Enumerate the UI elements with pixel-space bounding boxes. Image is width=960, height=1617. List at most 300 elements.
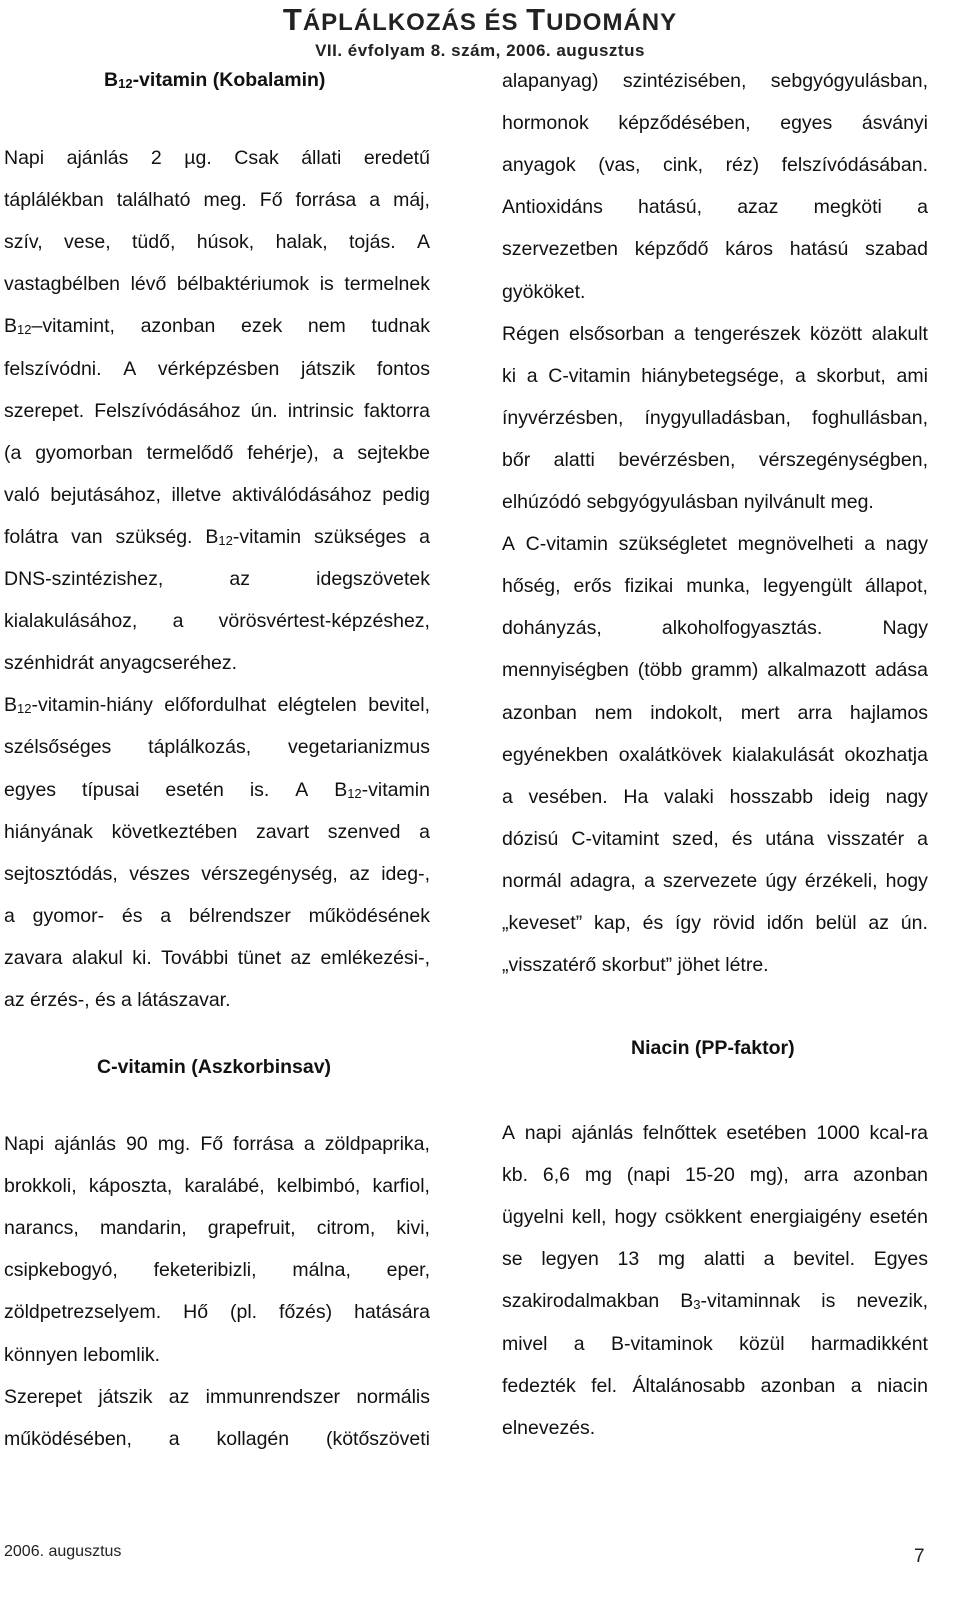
word: szív, [4,231,43,254]
word: és [642,912,664,934]
word: tüdő, [132,231,176,254]
word: sejtekbe [357,441,430,464]
word: skorbut, [816,364,886,387]
word: hatására [354,1301,430,1324]
c-vitamin-text-line [502,785,928,809]
word: káposzta, [88,1175,173,1198]
c-vitamin-text-line [502,69,928,93]
word: alapanyag) [502,70,599,92]
word: niacin [876,1374,928,1397]
word: arra [803,1164,839,1187]
b12-text-line [4,904,430,928]
word: Egyes [873,1248,928,1271]
word: érzékeli, [804,869,878,892]
c-vitamin-text-line [502,616,928,640]
word: működésének [308,904,430,927]
word: A [502,533,516,556]
word: harmadikként [810,1332,928,1355]
word: ki [502,364,517,387]
word: káros [725,238,773,261]
c-vitamin-text-line [4,1132,430,1156]
word: $B_{12}$-vitamin [205,525,302,548]
journal-issue: VII. évfolyam 8. szám, 2006. augusztus [315,41,645,60]
word: DNS-szintézishez, [4,568,164,590]
word: Régen [502,322,560,345]
word: „visszatérő skorbut” jöhet létre. [502,954,769,977]
word: $B_{12}$-vitamin [334,778,430,801]
word: pedig [382,483,430,506]
word: Nagy [882,617,928,640]
b12-text-line [4,609,430,633]
word: a [419,820,430,843]
word: elsősorban [568,322,665,345]
word: mandarin, [99,1217,187,1240]
word: visszatér [827,827,905,850]
word: szenved [327,820,401,843]
word: meg. [203,189,247,212]
word: arra [797,701,833,724]
word: mennyiségben [502,659,629,682]
word: az [290,946,312,969]
word: működésében, [4,1427,132,1450]
word: a [4,904,15,927]
word: foghullásban, [811,406,928,429]
word: 6,6 [542,1164,570,1187]
word: réz) [725,154,760,177]
word: adagra, [569,869,636,892]
word: munka, [686,575,751,598]
word: kollagén [216,1427,290,1450]
c-vitamin-text-line [502,406,928,430]
word: a [763,1248,775,1271]
b12-text-line [4,357,430,381]
word: narancs, [4,1217,79,1240]
c-vitamin-text-line [502,911,928,935]
word: oxalátkövek [618,743,722,766]
word: ideig [828,785,870,808]
word: csökkent [664,1206,742,1229]
word: További [161,946,229,969]
word: fedezték [502,1374,576,1397]
word: Ha [623,785,649,808]
word: bejutásához, [50,483,161,506]
word: A [295,778,309,801]
word: nagy [885,533,928,556]
word: játszik [301,357,356,380]
word: indokolt, [650,701,723,724]
word: normál [502,869,562,892]
word: ásványi [861,112,928,135]
word: (pl. [230,1301,258,1324]
b12-text-line [4,567,430,591]
word: C-vitamint [571,827,660,850]
word: is. [249,778,270,801]
word: Napi [4,1133,45,1155]
b12-text-line [4,441,430,465]
word: forrása [295,189,357,212]
c-vitamin-text-line [502,490,928,514]
word: szükség. [115,525,193,548]
word: hosszabb [729,785,814,808]
word: a [864,533,876,556]
word: húsok, [196,231,255,254]
word: máj, [393,189,430,212]
word: $B_{12}-vitamin$-hiány [4,694,153,717]
word: valaki [664,785,714,808]
word: forrása [233,1133,294,1155]
niacin-heading: Niacin (PP-faktor) [631,1037,795,1059]
word: faktorra [363,399,430,422]
word: gyököket. [502,280,586,303]
word: 13 [617,1248,640,1271]
word: cink, [662,154,704,177]
word: egyes [780,112,833,135]
word: kcal-ra [869,1122,928,1144]
word: a [168,1427,180,1450]
b12-text-line [4,778,430,802]
word: van [71,525,103,548]
journal-title: TÁPLÁLKOZÁS ÉS TUDOMÁNY [282,2,678,37]
c-vitamin-text-line [502,658,928,682]
word: ajánlás [66,147,129,169]
word: is [821,1290,836,1313]
word: a [526,364,538,387]
word: normális [356,1385,430,1408]
word: ideg-, [381,862,430,885]
word: egyénekben [502,743,609,766]
word: alakult [871,322,928,345]
word: utána [765,827,815,850]
c-vitamin-text-line [502,574,928,598]
word: kialakulását [732,743,835,766]
word: alatti [553,448,595,471]
word: hiánybetegsége, [641,364,785,387]
word: esetén [165,778,224,801]
word: úgy [765,869,797,892]
word: alkoholfogyasztás. [661,617,823,640]
word: az [229,568,251,590]
word: a [419,525,430,548]
word: ínyvérzésben, [502,406,624,429]
c-vitamin-text-line [502,827,928,851]
word: hajlamos [849,701,928,724]
word: tojás. [349,231,396,254]
word: ún. [900,912,928,934]
word: szintézisében, [622,70,747,92]
b12-text-line [4,230,430,254]
word: játszik [98,1385,153,1408]
c-vitamin-text-line [502,701,928,725]
b12-text-line [4,820,430,844]
word: a [369,189,381,212]
word: karfiol, [372,1175,430,1198]
word: bélbaktériumok [176,273,310,296]
word: is [319,273,334,296]
word: kap, [593,912,631,934]
word: a [160,904,172,927]
word: Általánosabb [632,1374,746,1397]
word: az [349,862,370,885]
word: azaz [737,196,779,219]
word: okozhatja [844,743,928,766]
word: lévő [130,273,167,296]
word: ügyelni [502,1206,564,1229]
word: se [502,1248,523,1271]
word: zavara [4,946,63,969]
word: belül [815,912,857,934]
b12-text-line [4,525,430,549]
c-vitamin-text-line [4,1258,430,1282]
word: vérszegénység, [201,862,338,885]
word: esetében [726,1122,807,1144]
c-vitamin-text-line [502,111,928,135]
word: azonban [853,1164,928,1187]
word: hőség, [502,575,561,598]
c-vitamin-text-line [502,448,928,472]
c-vitamin-text-line [4,1343,430,1367]
word: C-vitamin [548,364,631,387]
word: és [121,904,143,927]
word: termelődő [146,441,234,464]
word: tudnak [371,315,430,338]
word: szélsőséges [4,736,112,759]
word: „keveset” [502,912,583,934]
word: típusai [81,778,140,801]
word: halak, [275,231,328,254]
word: tünet [237,946,282,969]
word: aktiválódásához [231,483,372,506]
word: egyes [4,778,57,801]
word: a [917,196,928,219]
c-vitamin-text-line [502,237,928,261]
word: kelbimbó, [276,1175,361,1198]
word: 2 [150,147,162,169]
word: dózisú [502,827,559,850]
word: állapot, [865,575,928,598]
word: hatású [789,238,849,261]
word: vészes [129,862,190,885]
word: 90 [126,1133,148,1155]
word: kialakulásához, [4,610,138,633]
word: szükséges [314,525,407,548]
footer-date: 2006. augusztus [4,1543,122,1560]
word: könnyen lebomlik. [4,1343,161,1366]
word: hiányának [4,820,93,843]
word: ami [896,364,928,387]
word: A [502,1122,516,1144]
niacin-text-line [502,1416,928,1440]
c-vitamin-text-line [4,1427,430,1451]
niacin-text-line [502,1247,928,1271]
word: mg [657,1248,686,1271]
word: azonban [140,315,216,338]
word: a [573,1332,585,1355]
word: ezek [241,315,283,338]
word: az érzés-, és a látászavar. [4,989,231,1011]
word: $B_3$-vitaminnak [680,1290,801,1313]
b12-text-line [4,988,430,1012]
word: felszívódásában. [781,154,928,177]
word: (kötőszöveti [325,1427,430,1450]
word: képződő [634,238,709,261]
word: elhúzódó sebgyógyulásban nyilvánult meg. [502,491,874,513]
b12-text-line [4,693,430,717]
word: időn [766,912,804,934]
word: a [673,322,685,345]
word: nem [594,701,633,724]
word: erős [573,575,612,598]
word: való [4,483,40,506]
word: vörösvértest-képzéshez, [218,610,430,633]
b12-text-line [4,188,430,212]
c-vitamin-text-line [4,1300,430,1324]
word: karalábé, [184,1175,265,1198]
b12-text-line [4,862,430,886]
word: dohányzás, [502,617,602,640]
word: következtében [111,820,238,843]
word: a [502,785,513,808]
word: az [168,1385,190,1408]
word: fizikai [624,575,674,598]
word: A [123,357,137,380]
word: a [303,1133,315,1155]
word: grapefruit, [207,1217,296,1240]
word: kell, [571,1206,607,1229]
word: bevitel. [793,1248,856,1271]
word: legyen [541,1248,599,1271]
niacin-text-line [502,1332,928,1356]
word: (napi [626,1164,671,1187]
word: bevitel, [368,694,430,717]
word: található [116,189,191,212]
word: tengerészek [694,322,801,345]
word: vérképzésben [157,357,280,380]
word: sejtosztódás, [4,862,118,885]
word: és [731,827,753,850]
word: elégtelen [277,694,357,717]
word: a [850,1374,862,1397]
word: szükségletet [618,533,727,556]
word: rövid [712,912,756,934]
word: immunrendszer [205,1385,341,1408]
word: felszívódni. [4,357,102,380]
b12-text-line [4,735,430,759]
c-vitamin-text-line [4,1216,430,1240]
word: idegszövetek [316,568,430,590]
word: megnövelheti [737,533,854,556]
word: gyomorban [35,441,133,464]
word: szerepet. [4,399,85,422]
word: energiaigény [749,1206,862,1229]
word: szervezete [662,869,758,892]
word: C-vitamin [525,533,608,556]
word: bélrendszer [188,904,291,927]
word: megköti [813,196,882,219]
word: nem [307,315,346,338]
niacin-text-line [502,1121,928,1145]
word: a [172,610,184,633]
c-vitamin-text-line [502,280,928,304]
word: mg), [749,1164,789,1187]
word: bevérzésben, [618,448,736,471]
word: vese, [64,231,111,254]
word: adása [874,659,928,682]
word: csipkebogyó, [4,1259,118,1282]
word: szed, [672,827,719,850]
b12-text-line [4,146,430,170]
word: között [810,322,863,345]
word: hogy [885,869,928,892]
word: termelnek [344,273,430,296]
c-vitamin-text-line [502,195,928,219]
word: azonban [502,701,577,724]
word: hogy [614,1206,657,1229]
c-vitamin-text-line [502,953,928,977]
word: a [794,364,806,387]
word: szabad [865,238,928,261]
word: zavart [256,820,310,843]
word: alkalmazott [767,659,866,682]
word: ajánlás [571,1122,634,1144]
word: a [917,827,928,850]
c-vitamin-text-line [502,322,928,346]
word: mert [740,701,780,724]
word: kb. [502,1164,529,1187]
word: táplálékban [4,189,104,212]
word: ún. [250,399,278,422]
word: kivi, [396,1217,430,1240]
word: előfordulhat [164,694,267,717]
word: felnőttek [642,1122,717,1144]
word: Hő [183,1301,209,1324]
word: eredetű [363,147,430,169]
word: folátra [4,525,59,548]
word: $B_{12}$–vitamint, [4,315,115,338]
c-vitamin-text-line [502,364,928,388]
word: zöldpaprika, [324,1133,430,1155]
word: eper, [386,1259,430,1282]
c-vitamin-text-line [502,869,928,893]
word: fehérje), [247,441,319,464]
niacin-text-line [502,1289,928,1313]
word: szakirodalmakban [502,1290,660,1313]
word: állati [301,147,342,169]
word: fel. [591,1374,618,1397]
word: Fő [200,1133,224,1155]
word: napi [524,1122,562,1144]
word: szénhidrát anyagcseréhez. [4,652,238,675]
b12-text-line [4,651,430,675]
word: gyomor- [32,904,105,927]
word: illetve [171,483,222,506]
word: ínygyulladásban, [644,406,791,429]
word: szervezetben [502,238,618,261]
page-number: 7 [914,1546,925,1567]
word: bőr [502,448,531,471]
word: A [416,231,430,254]
word: anyagok [502,154,576,177]
word: képződésében, [618,112,751,135]
word: mg [584,1164,612,1187]
word: alakul [71,946,123,969]
word: azonban [760,1374,836,1397]
c-vitamin-heading: C-vitamin (Aszkorbinsav) [97,1056,332,1078]
word: vesében. [528,785,608,808]
c-vitamin-text-line [502,743,928,767]
c-vitamin-text-line [502,532,928,556]
b12-text-line [4,946,430,970]
c-vitamin-text-line [4,1385,430,1409]
